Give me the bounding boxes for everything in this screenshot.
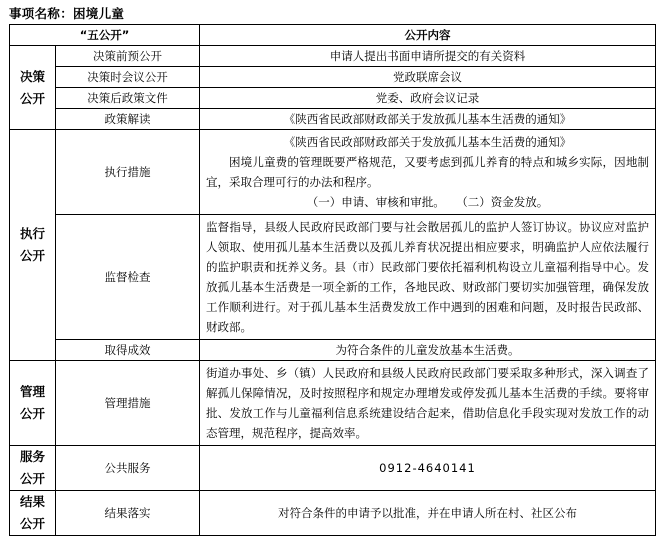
item-results: 取得成效 [56,340,200,361]
content-measures [200,130,656,215]
item-policy-interpretation: 政策解读 [56,109,200,130]
category-line: 结果 [19,494,45,509]
category-service [10,446,56,491]
content-outcome: 对符合条件的申请予以批准，并在申请人所在村、社区公布 [200,491,656,536]
item-post-decision: 决策后政策文件 [56,88,200,109]
table-row [10,46,656,67]
table-row [10,446,656,491]
item-meeting: 决策时会议公开 [56,67,200,88]
header-content: 公开内容 [200,25,656,46]
table-row [10,340,656,361]
item-supervision: 监督检查 [56,215,200,340]
content-results: 为符合条件的儿童发放基本生活费。 [200,340,656,361]
table-row [10,130,656,215]
content-pre-decision: 申请人提出书面申请所提交的有关资料 [200,46,656,67]
item-public-service: 公共服务 [56,446,200,491]
disclosure-table [9,24,656,536]
table-header-row [10,25,656,46]
measures-steps: （一）申请、审核和审批。 （二）资金发放。 [306,195,549,209]
category-line: 决策 [19,68,45,84]
table-row [10,361,656,446]
category-line: 管理 [19,384,45,399]
table-row [10,88,656,109]
item-pre-decision: 决策前预公开 [56,46,200,67]
item-management: 管理措施 [56,361,200,446]
table-row [10,491,656,536]
header-five-disclosures: “五公开” [10,25,200,46]
table-row [10,109,656,130]
category-line: 公开 [19,248,45,263]
category-execution [10,130,56,361]
content-management: 街道办事处、乡（镇）人民政府和县级人民政府民政部门要采取多种形式，深入调查了解孤儿保障情况，及时按照程序和规定办理增发或停发孤儿基本生活费的手续。要将审批、发放工作与儿童福利信息系统建设结合起来，借助信息化手段实现对发放工作的动态管理，规范程序，提高效率。 [200,361,656,446]
measures-policy-line: 《陕西省民政部财政部关于发放孤儿基本生活费的通知》 [283,135,572,149]
content-supervision: 监督指导，县级人民政府民政部门要与社会散居孤儿的监护人签订协议。协议应对监护人领取、使用孤儿基本生活费以及孤儿养育状况提出相应要求，明确监护人应依法履行的监护职责和抚养义务。县（市）民政部门要依托福利机构设立儿童福利指导中心。发放孤儿基本生活费是一项全新的工作，各地民政、财政部门要切实加强管理，确保发放工作顺利进行。对于孤儿基本生活费发放工作中遇到的困难和问题，及时报告民政部、财政部。 [200,215,656,340]
category-line: 公开 [19,90,45,106]
category-line: 公开 [19,516,45,531]
item-outcome: 结果落实 [56,491,200,536]
table-row [10,215,656,340]
category-management [10,361,56,446]
content-policy-interpretation: 《陕西省民政部财政部关于发放孤儿基本生活费的通知》 [200,109,656,130]
document-title: 事项名称：困境儿童 [9,6,125,21]
category-line: 服务 [19,449,45,464]
content-meeting: 党政联席会议 [200,67,656,88]
table-row [10,67,656,88]
measures-description: 困境儿童费的管理既要严格规范，又要考虑到孤儿养育的特点和城乡实际，因地制宜，采取合理可行的办法和程序。 [206,155,649,189]
category-line: 公开 [19,471,45,486]
content-post-decision: 党委、政府会议记录 [200,88,656,109]
category-line: 公开 [19,406,45,421]
category-outcome [10,491,56,536]
content-phone-number: 0912-4640141 [200,446,656,491]
category-line: 执行 [19,226,45,241]
category-decision [10,46,56,130]
item-measures: 执行措施 [56,130,200,215]
